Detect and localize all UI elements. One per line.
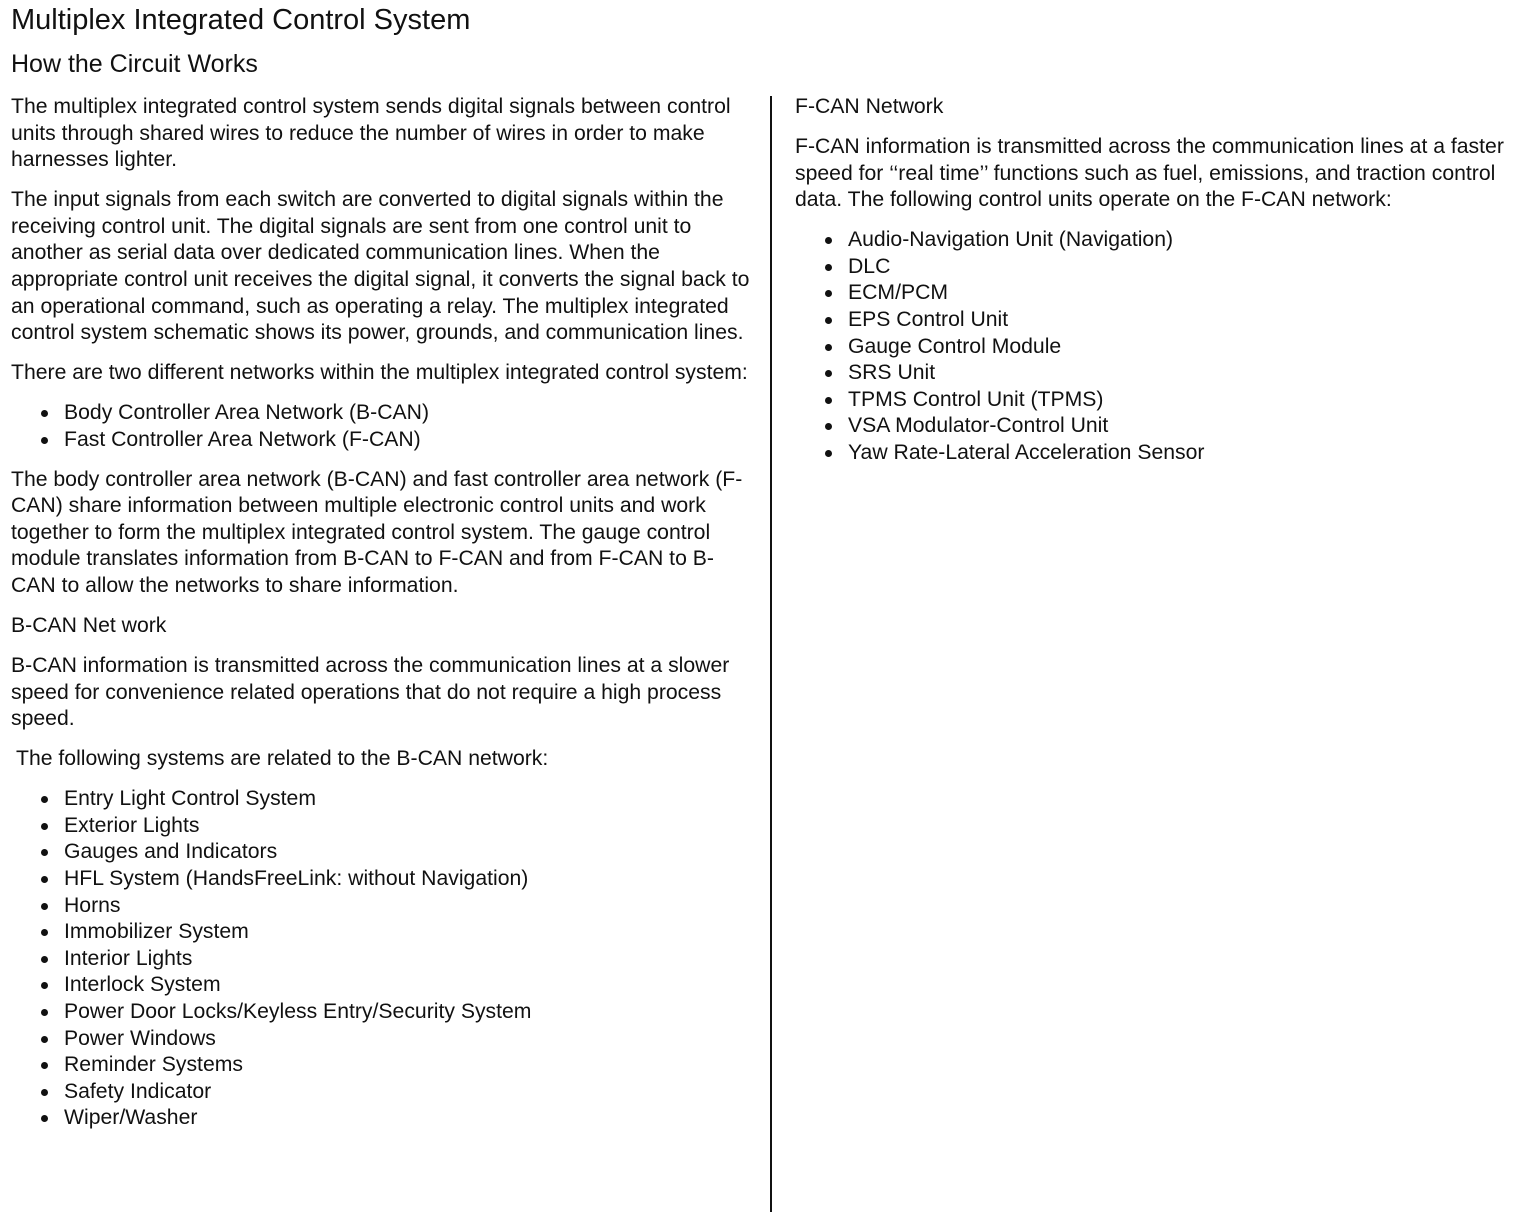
fcan-unit-item bbox=[795, 387, 1530, 414]
bullet-icon bbox=[41, 982, 48, 989]
bullet-icon bbox=[825, 264, 832, 271]
bcan-system-item-label: Exterior Lights bbox=[64, 813, 200, 837]
signal-conversion-paragraph: The input signals from each switch are converted to digital signals within the receiving control unit. The digital signals are sent from one control unit to another as serial data over dedicated communication lines. When the appropriate control unit receives the digital signal, it converts the signal back to an operational command, such as operating a relay. The multiplex integrated control system schematic shows its power, grounds, and communication lines. bbox=[11, 188, 750, 345]
fcan-unit-item bbox=[795, 413, 1530, 440]
network-list-item-label: Fast Controller Area Network (F-CAN) bbox=[64, 427, 421, 451]
bcan-system-item-label: Entry Light Control System bbox=[64, 787, 316, 811]
bcan-system-item bbox=[11, 1026, 751, 1053]
network-list bbox=[11, 400, 751, 453]
bcan-system-item bbox=[11, 999, 751, 1026]
bcan-system-item-label: Power Door Locks/Keyless Entry/Security System bbox=[64, 999, 532, 1023]
network-list-item bbox=[11, 427, 751, 454]
fcan-unit-item bbox=[795, 334, 1530, 361]
network-list-item bbox=[11, 400, 751, 427]
bullet-icon bbox=[41, 796, 48, 803]
left-column bbox=[11, 94, 751, 1145]
fcan-unit-item bbox=[795, 440, 1530, 467]
bullet-icon bbox=[825, 370, 832, 377]
fcan-unit-item-label: SRS Unit bbox=[848, 361, 936, 385]
fcan-description-paragraph: F-CAN information is transmitted across the communication lines at a faster speed for ‘‘real time’’ functions such as fuel, emissions, and traction control data. The following control units operate on the F-CAN network: bbox=[795, 134, 1504, 212]
bcan-system-item-label: HFL System (HandsFreeLink: without Navigation) bbox=[64, 866, 529, 890]
fcan-heading: F-CAN Network bbox=[795, 95, 944, 118]
fcan-unit-item-label: VSA Modulator-Control Unit bbox=[848, 414, 1109, 438]
bullet-icon bbox=[825, 450, 832, 457]
bcan-system-item-label: Interlock System bbox=[64, 973, 221, 997]
network-list-item-label: Body Controller Area Network (B-CAN) bbox=[64, 401, 430, 425]
fcan-units-list bbox=[795, 227, 1530, 466]
bullet-icon bbox=[825, 237, 832, 244]
fcan-unit-item-label: DLC bbox=[848, 254, 891, 278]
bcan-system-item bbox=[11, 1079, 751, 1106]
bullet-icon bbox=[41, 903, 48, 910]
fcan-unit-item-label: Yaw Rate-Lateral Acceleration Sensor bbox=[848, 440, 1205, 464]
bullet-icon bbox=[41, 823, 48, 830]
bcan-system-item-label: Horns bbox=[64, 893, 121, 917]
fcan-unit-item bbox=[795, 360, 1530, 387]
fcan-unit-item bbox=[795, 254, 1530, 281]
document-title: Multiplex Integrated Control System bbox=[11, 4, 471, 36]
bcan-system-item bbox=[11, 786, 751, 813]
networks-intro-paragraph: There are two different networks within the multiplex integrated control system: bbox=[11, 361, 748, 385]
fcan-unit-item-label: Gauge Control Module bbox=[848, 334, 1062, 358]
fcan-unit-item-label: TPMS Control Unit (TPMS) bbox=[848, 387, 1104, 411]
bullet-icon bbox=[41, 1089, 48, 1096]
bcan-system-item bbox=[11, 919, 751, 946]
fcan-unit-item bbox=[795, 227, 1530, 254]
bcan-system-item bbox=[11, 813, 751, 840]
bullet-icon bbox=[41, 849, 48, 856]
bcan-system-item bbox=[11, 972, 751, 999]
bcan-system-item-label: Gauges and Indicators bbox=[64, 840, 278, 864]
bullet-icon bbox=[41, 1115, 48, 1122]
bcan-system-item-label: Wiper/Washer bbox=[64, 1106, 198, 1130]
fcan-unit-item-label: EPS Control Unit bbox=[848, 307, 1009, 331]
bullet-icon bbox=[825, 423, 832, 430]
right-column bbox=[795, 94, 1530, 480]
bcan-system-item-label: Interior Lights bbox=[64, 946, 193, 970]
bcan-systems-list bbox=[11, 786, 751, 1132]
bcan-system-item-label: Reminder Systems bbox=[64, 1053, 243, 1077]
section-title: How the Circuit Works bbox=[11, 50, 258, 78]
bcan-system-item bbox=[11, 1105, 751, 1132]
bcan-heading: B-CAN Net work bbox=[11, 614, 167, 638]
bcan-system-item bbox=[11, 839, 751, 866]
bcan-system-item-label: Safety Indicator bbox=[64, 1079, 212, 1103]
bcan-systems-intro: The following systems are related to the B-CAN network: bbox=[16, 747, 549, 771]
bcan-system-item bbox=[11, 893, 751, 920]
bcan-system-item bbox=[11, 946, 751, 973]
bcan-system-item bbox=[11, 1052, 751, 1079]
bullet-icon bbox=[825, 344, 832, 351]
bullet-icon bbox=[41, 1036, 48, 1043]
bullet-icon bbox=[41, 437, 48, 444]
bullet-icon bbox=[41, 956, 48, 963]
bcan-system-item-label: Immobilizer System bbox=[64, 920, 249, 944]
bcan-system-item-label: Power Windows bbox=[64, 1026, 216, 1050]
fcan-unit-item bbox=[795, 307, 1530, 334]
bullet-icon bbox=[41, 1009, 48, 1016]
bullet-icon bbox=[41, 1062, 48, 1069]
bcan-description-paragraph: B-CAN information is transmitted across the communication lines at a slower speed for convenience related operations that do not require a high process speed. bbox=[11, 654, 730, 731]
bcan-system-item bbox=[11, 866, 751, 893]
bullet-icon bbox=[41, 929, 48, 936]
fcan-unit-item bbox=[795, 280, 1530, 307]
bullet-icon bbox=[825, 397, 832, 404]
intro-paragraph: The multiplex integrated control system sends digital signals between control units through shared wires to reduce the number of wires in order to make harnesses lighter. bbox=[11, 95, 731, 172]
fcan-unit-item-label: ECM/PCM bbox=[848, 281, 949, 305]
bullet-icon bbox=[825, 317, 832, 324]
network-relationship-paragraph: The body controller area network (B-CAN) and fast controller area network (F-CAN) share information between multiple electronic control units and work together to form the multiplex integrated control system. The gauge control module translates information from B-CAN to F-CAN and from F-CAN to B-CAN to allow the networks to share information. bbox=[11, 467, 743, 598]
bullet-icon bbox=[41, 876, 48, 883]
column-divider bbox=[770, 96, 772, 1212]
bullet-icon bbox=[41, 410, 48, 417]
fcan-unit-item-label: Audio-Navigation Unit (Navigation) bbox=[848, 228, 1174, 252]
bullet-icon bbox=[825, 290, 832, 297]
